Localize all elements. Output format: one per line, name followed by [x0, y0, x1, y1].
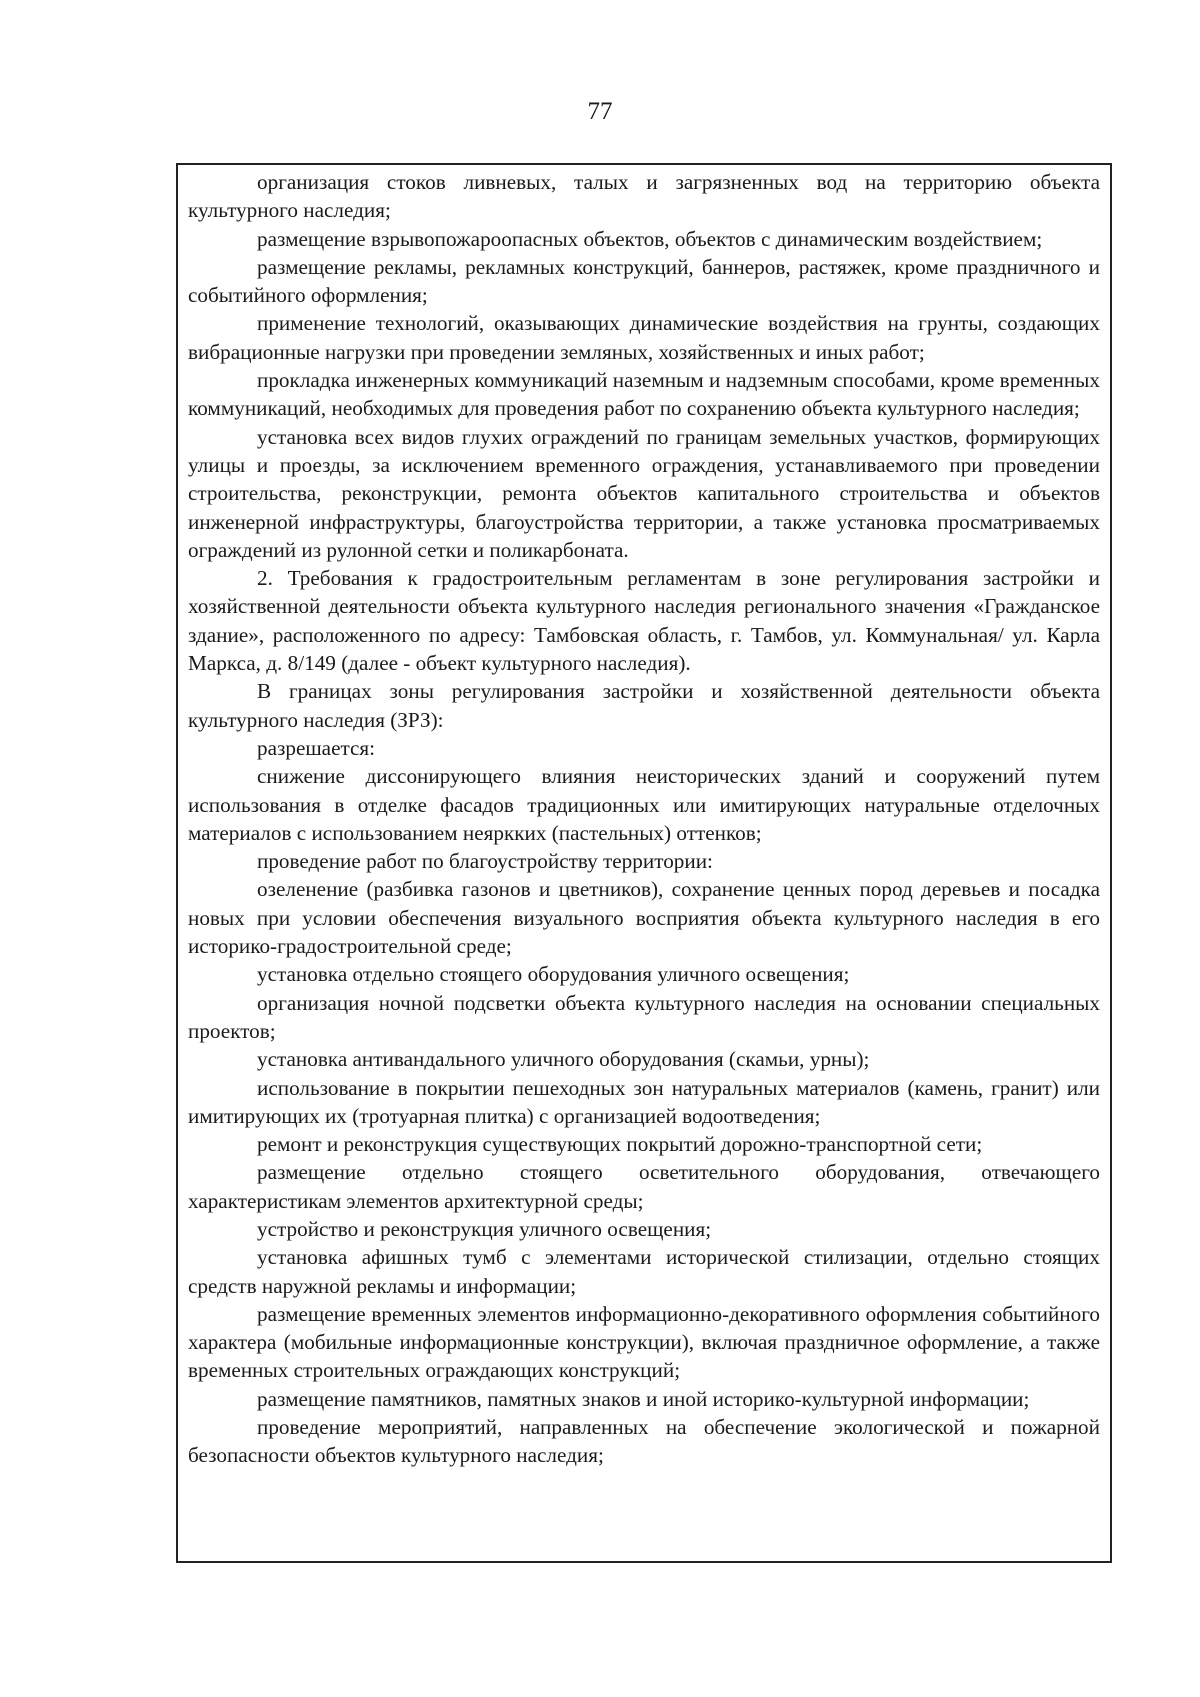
paragraph: размещение временных элементов информационно-декоративного оформления событийного характера (мобильные информационные конструкции), включая праздничное оформление, а также временных строительных ограждающих конструкций;: [188, 1301, 1100, 1383]
paragraph: ремонт и реконструкция существующих покрытий дорожно-транспортной сети;: [257, 1132, 983, 1157]
paragraph: снижение диссонирующего влияния неисторических зданий и сооружений путем использования в отделке фасадов традиционных или имитирующих натуральные отделочных материалов с использованием неяркких (пастельных) оттенков;: [188, 764, 1100, 845]
paragraph: размещение рекламы, рекламных конструкций, баннеров, растяжек, кроме праздничного и событийного оформления;: [188, 254, 1100, 308]
paragraph: устройство и реконструкция уличного освещения;: [257, 1216, 712, 1241]
paragraph: установка антивандального уличного оборудования (скамьи, урны);: [257, 1047, 870, 1072]
paragraph: установка всех видов глухих ограждений по границам земельных участков, формирующих улицы и проезды, за исключением временного ограждения, устанавливаемого при проведении строительства, реконструкции, ремонта объектов капитального строительства и объектов инженерной инфраструктуры, благоустройства территории, а также установка просматриваемых ограждений из рулонной сетки и поликарбоната.: [188, 424, 1100, 562]
paragraph: озеленение (разбивка газонов и цветников), сохранение ценных пород деревьев и посадка новых при условии обеспечения визуального восприятия объекта культурного наследия в его историко-градостроительной среде;: [188, 877, 1100, 959]
paragraph: разрешается:: [257, 735, 376, 760]
paragraph: установка афишных тумб с элементами исторической стилизации, отдельно стоящих средств наружной рекламы и информации;: [188, 1245, 1100, 1298]
paragraph: размещение памятников, памятных знаков и иной историко-культурной информации;: [257, 1386, 1030, 1411]
paragraph: использование в покрытии пешеходных зон натуральных материалов (камень, гранит) или имитирующих их (тротуарная плитка) с организацией водоотведения;: [188, 1075, 1100, 1128]
paragraph: организация ночной подсветки объекта культурного наследия на основании специальных проектов;: [188, 990, 1100, 1043]
paragraph: размещение отдельно стоящего осветительного оборудования, отвечающего характеристикам элементов архитектурной среды;: [188, 1160, 1100, 1213]
paragraph: установка отдельно стоящего оборудования уличного освещения;: [257, 962, 850, 987]
paragraph: В границах зоны регулирования застройки и хозяйственной деятельности объекта культурного наследия (ЗРЗ):: [188, 679, 1100, 732]
paragraph: 2. Требования к градостроительным регламентам в зоне регулирования застройки и хозяйственной деятельности объекта культурного наследия регионального значения «Гражданское здание», расположенного по адресу: Тамбовская область, г. Тамбов, ул. Коммунальная/ ул. Карла Маркса, д. 8/149 (далее - объект культурного наследия).: [188, 566, 1100, 676]
page-number: 77: [587, 98, 613, 125]
paragraph: организация стоков ливневых, талых и загрязненных вод на территорию объекта культурного наследия;: [188, 170, 1100, 223]
paragraph: проведение мероприятий, направленных на обеспечение экологической и пожарной безопасности объектов культурного наследия;: [188, 1415, 1100, 1468]
paragraph: размещение взрывопожароопасных объектов, объектов с динамическим воздействием;: [257, 226, 1043, 251]
paragraph: проведение работ по благоустройству территории:: [257, 849, 713, 874]
paragraph: применение технологий, оказывающих динамические воздействия на грунты, создающих вибрационные нагрузки при проведении земляных, хозяйственных и иных работ;: [188, 311, 1100, 364]
text-frame: [176, 163, 1112, 1563]
paragraph: прокладка инженерных коммуникаций наземным и надземным способами, кроме временных коммуникаций, необходимых для проведения работ по сохранению объекта культурного наследия;: [188, 368, 1100, 421]
